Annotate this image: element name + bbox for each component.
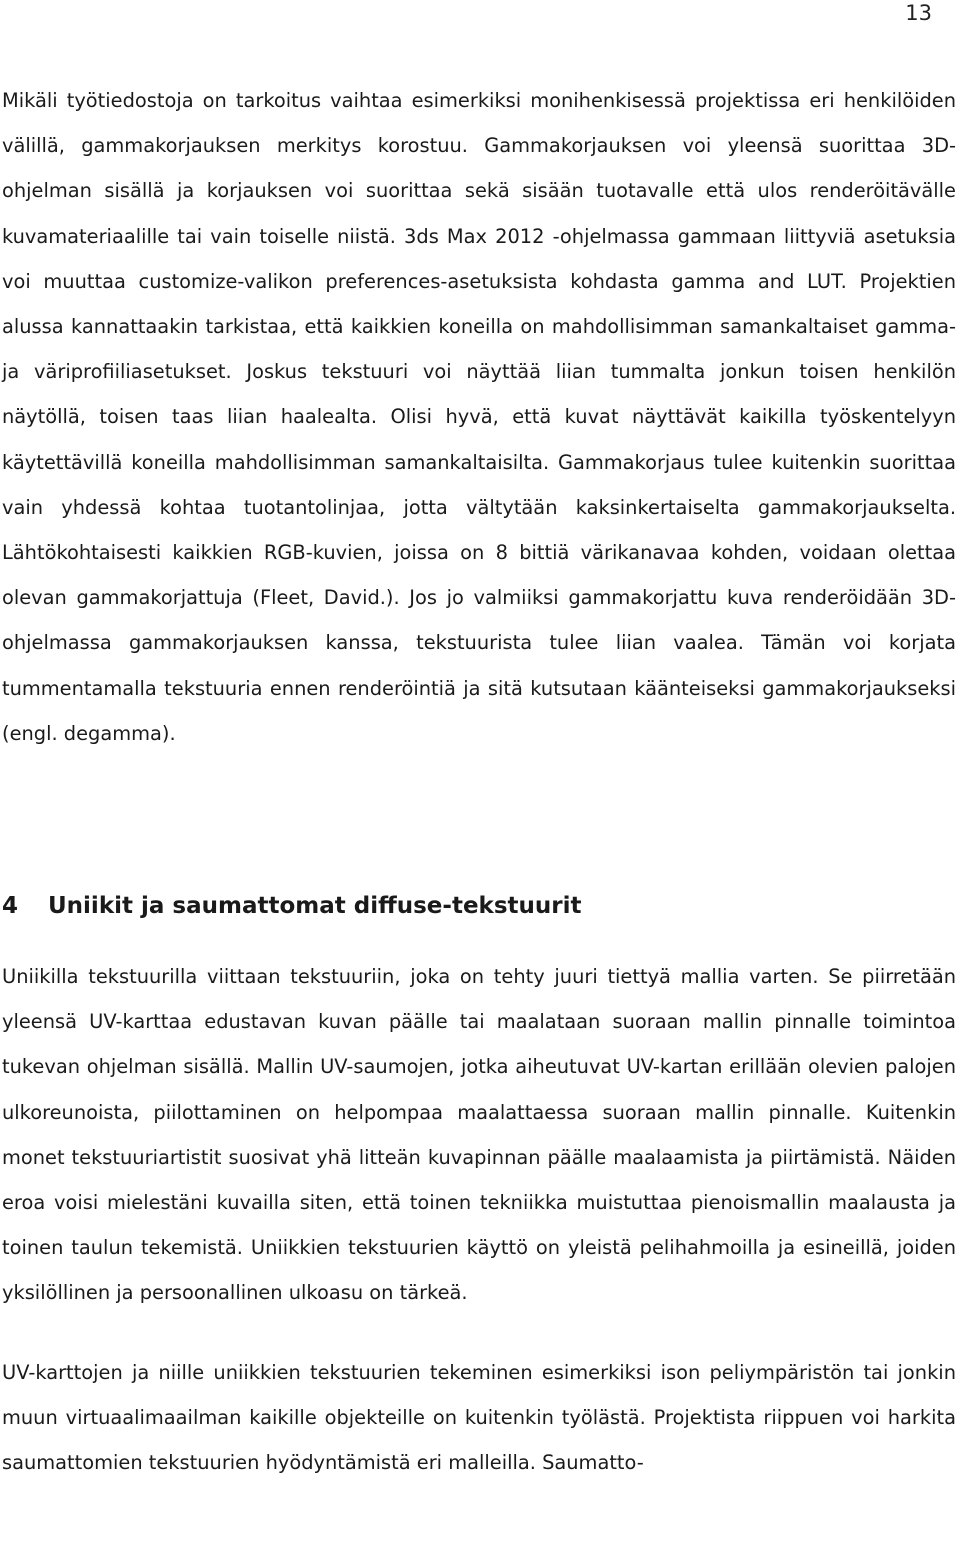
page-number: 13: [905, 1, 932, 25]
paragraph-unique-textures: Uniikilla tekstuurilla viittaan tekstuuriin, joka on tehty juuri tiettyä mallia varten. Se piirretään yleensä UV-karttaa edustavan kuvan päälle tai maalataan suoraan mallin pinnalle toimintoa tukevan ohjelman sisällä. Mallin UV-saumojen, jotka aiheutuvat UV-kartan erillään olevien palojen ulkoreunoista, piilottaminen on helpompaa maalattaessa suoraan mallin pinnalle. Kuitenkin monet tekstuuriartistit suosivat yhä litteän kuvapinnan päälle maalaamista ja piirtämistä. Näiden eroa voisi mielestäni kuvailla siten, että toinen tekniikka muistuttaa pienoismallin maalausta ja toinen taulun tekemistä. Uniikkien tekstuurien käyttö on yleistä pelihahmoilla ja esineillä, joiden yksilöllinen ja persoonallinen ulkoasu on tärkeä.: [2, 965, 956, 1305]
document-body: [2, 78, 956, 1485]
section-number: 4: [2, 893, 19, 920]
paragraph-gamma-correction: Mikäli työtiedostoja on tarkoitus vaihtaa esimerkiksi monihenkisessä projektissa eri henkilöiden välillä, gammakorjauksen merkitys korostuu. Gammakorjauksen voi yleensä suorittaa 3D-ohjelman sisällä ja korjauksen voi suorittaa sekä sisään tuotavalle että ulos renderöitävälle kuvamateriaalille tai vain toiselle niistä. 3ds Max 2012 -ohjelmassa gammaan liittyviä asetuksia voi muuttaa customize-valikon preferences-asetuksista kohdasta gamma and LUT. Projektien alussa kannattaakin tarkistaa, että kaikkien koneilla on mahdollisimman samankaltaiset gamma- ja väriprofiiliasetukset. Joskus tekstuuri voi näyttää liian tummalta jonkun toisen henkilön näytöllä, toisen taas liian haalealta. Olisi hyvä, että kuvat näyttävät kaikilla työskentelyyn käytettävillä koneilla mahdollisimman samankaltaisilta. Gammakorjaus tulee kuitenkin suorittaa vain yhdessä kohtaa tuotantolinjaa, jotta vältytään kaksinkertaiselta gammakorjaukselta. Lähtökohtaisesti kaikkien RGB-kuvien, joissa on 8 bittiä värikanavaa kohden, voidaan olettaa olevan gammakorjattuja (Fleet, David.). Jos jo valmiiksi gammakorjattu kuva renderöidään 3D-ohjelmassa gammakorjauksen kanssa, tekstuurista tulee liian vaalea. Tämän voi korjata tummentamalla tekstuuria ennen renderöintiä ja sitä kutsutaan käänteiseksi gammakorjaukseksi (engl. degamma).: [2, 89, 956, 745]
section-heading: [2, 891, 956, 921]
spacer: [2, 1316, 956, 1350]
spacer: [2, 756, 956, 891]
spacer: [2, 921, 956, 954]
section-title: Uniikit ja saumattomat diffuse-tekstuurit: [48, 893, 582, 920]
paragraph-uv-maps: UV-karttojen ja niille uniikkien tekstuurien tekeminen esimerkiksi ison peliympäristön tai jonkin muun virtuaalimaailman kaikille objekteille on kuitenkin työlästä. Projektista riippuen voi harkita saumattomien tekstuurien hyödyntämistä eri malleilla. Saumatto-: [2, 1360, 956, 1475]
